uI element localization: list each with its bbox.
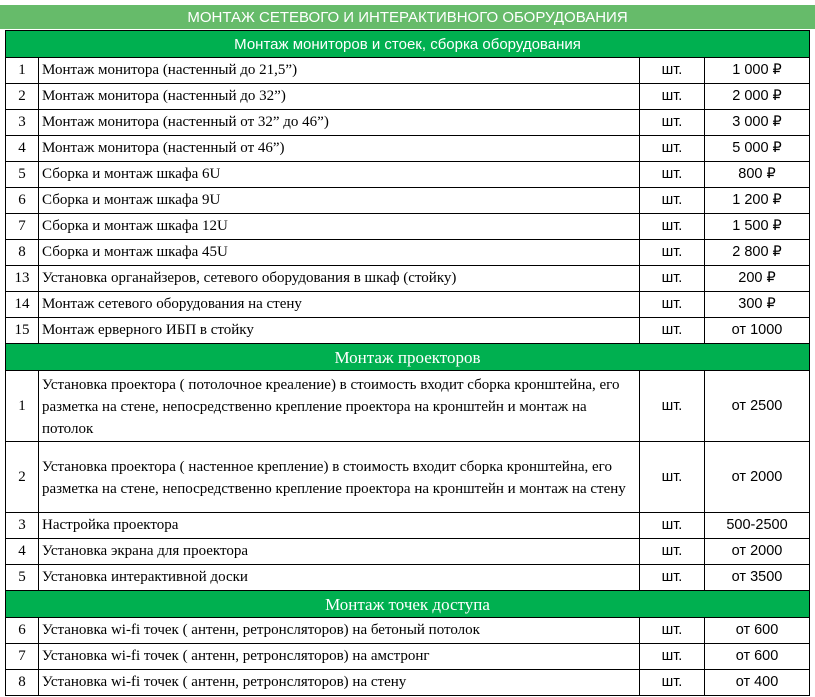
table-row <box>6 84 810 110</box>
table-row <box>6 670 810 696</box>
price: 300 ₽ <box>705 292 810 318</box>
unit: шт. <box>640 513 705 539</box>
price: 500-2500 <box>705 513 810 539</box>
row-number: 15 <box>6 318 39 344</box>
table-row <box>6 318 810 344</box>
price: 2 800 ₽ <box>705 240 810 266</box>
row-number: 2 <box>6 442 39 513</box>
unit: шт. <box>640 266 705 292</box>
row-number: 1 <box>6 58 39 84</box>
row-number: 4 <box>6 539 39 565</box>
service-name: Монтаж монитора (настенный от 32” до 46”) <box>39 110 640 136</box>
row-number: 4 <box>6 136 39 162</box>
table-row <box>6 162 810 188</box>
price-table <box>5 30 810 696</box>
price: от 400 <box>705 670 810 696</box>
section-header-monitors <box>6 31 810 58</box>
row-number: 8 <box>6 670 39 696</box>
table-row <box>6 371 810 442</box>
table-row <box>6 240 810 266</box>
price: 5 000 ₽ <box>705 136 810 162</box>
row-number: 7 <box>6 644 39 670</box>
service-name: Установка проектора ( потолочное креаление) в стоимость входит сборка кронштейна, его разметка на стене, непосредственно крепление проектора на кронштейн и монтаж на потолок <box>39 371 640 442</box>
table-row <box>6 644 810 670</box>
row-number: 14 <box>6 292 39 318</box>
unit: шт. <box>640 442 705 513</box>
service-name: Установка проектора ( настенное крепление) в стоимость входит сборка кронштейна, его разметка на стене, непосредственно крепление проектора на кронштейн и монтаж на стену <box>39 442 640 513</box>
row-number: 6 <box>6 188 39 214</box>
table-row <box>6 539 810 565</box>
unit: шт. <box>640 292 705 318</box>
section-heading: Монтаж точек доступа <box>6 591 810 618</box>
price: 200 ₽ <box>705 266 810 292</box>
price: 800 ₽ <box>705 162 810 188</box>
row-number: 8 <box>6 240 39 266</box>
price: 1 200 ₽ <box>705 188 810 214</box>
row-number: 1 <box>6 371 39 442</box>
unit: шт. <box>640 110 705 136</box>
unit: шт. <box>640 618 705 644</box>
service-name: Монтаж монитора (настенный до 21,5”) <box>39 58 640 84</box>
service-name: Сборка и монтаж шкафа 45U <box>39 240 640 266</box>
service-name: Монтаж монитора (настенный до 32”) <box>39 84 640 110</box>
section-heading: Монтаж проекторов <box>6 344 810 371</box>
table-row <box>6 188 810 214</box>
service-name: Установка экрана для проектора <box>39 539 640 565</box>
service-name: Сборка и монтаж шкафа 12U <box>39 214 640 240</box>
service-name: Установка wi-fi точек ( антенн, ретронсляторов) на бетоный потолок <box>39 618 640 644</box>
unit: шт. <box>640 539 705 565</box>
unit: шт. <box>640 214 705 240</box>
service-name: Установка wi-fi точек ( антенн, ретронсляторов) на амстронг <box>39 644 640 670</box>
page-title: МОНТАЖ СЕТЕВОГО И ИНТЕРАКТИВНОГО ОБОРУДОВАНИЯ <box>0 5 815 30</box>
unit: шт. <box>640 136 705 162</box>
price: 3 000 ₽ <box>705 110 810 136</box>
unit: шт. <box>640 58 705 84</box>
service-name: Настройка проектора <box>39 513 640 539</box>
row-number: 3 <box>6 110 39 136</box>
row-number: 2 <box>6 84 39 110</box>
row-number: 13 <box>6 266 39 292</box>
table-row <box>6 266 810 292</box>
section-header-access-points <box>6 591 810 618</box>
unit: шт. <box>640 670 705 696</box>
table-row <box>6 110 810 136</box>
row-number: 6 <box>6 618 39 644</box>
table-row <box>6 292 810 318</box>
price: 1 000 ₽ <box>705 58 810 84</box>
table-row <box>6 136 810 162</box>
unit: шт. <box>640 318 705 344</box>
table-row <box>6 214 810 240</box>
table-row <box>6 513 810 539</box>
row-number: 3 <box>6 513 39 539</box>
price: 1 500 ₽ <box>705 214 810 240</box>
table-row <box>6 565 810 591</box>
table-row <box>6 58 810 84</box>
service-name: Монтаж монитора (настенный от 46”) <box>39 136 640 162</box>
service-name: Монтаж ерверного ИБП в стойку <box>39 318 640 344</box>
service-name: Сборка и монтаж шкафа 6U <box>39 162 640 188</box>
section-header-projectors <box>6 344 810 371</box>
price: от 2000 <box>705 442 810 513</box>
service-name: Установка wi-fi точек ( антенн, ретронсляторов) на стену <box>39 670 640 696</box>
row-number: 5 <box>6 565 39 591</box>
table-row <box>6 442 810 513</box>
unit: шт. <box>640 371 705 442</box>
unit: шт. <box>640 644 705 670</box>
price: от 600 <box>705 618 810 644</box>
price: от 3500 <box>705 565 810 591</box>
unit: шт. <box>640 162 705 188</box>
price: от 1000 <box>705 318 810 344</box>
unit: шт. <box>640 240 705 266</box>
section-heading: Монтаж мониторов и стоек, сборка оборудования <box>6 31 810 58</box>
price: 2 000 ₽ <box>705 84 810 110</box>
row-number: 5 <box>6 162 39 188</box>
price: от 2000 <box>705 539 810 565</box>
table-row <box>6 618 810 644</box>
price: от 2500 <box>705 371 810 442</box>
service-name: Сборка и монтаж шкафа 9U <box>39 188 640 214</box>
unit: шт. <box>640 84 705 110</box>
service-name: Монтаж сетевого оборудования на стену <box>39 292 640 318</box>
unit: шт. <box>640 565 705 591</box>
price: от 600 <box>705 644 810 670</box>
service-name: Установка интерактивной доски <box>39 565 640 591</box>
service-name: Установка органайзеров, сетевого оборудования в шкаф (стойку) <box>39 266 640 292</box>
unit: шт. <box>640 188 705 214</box>
row-number: 7 <box>6 214 39 240</box>
